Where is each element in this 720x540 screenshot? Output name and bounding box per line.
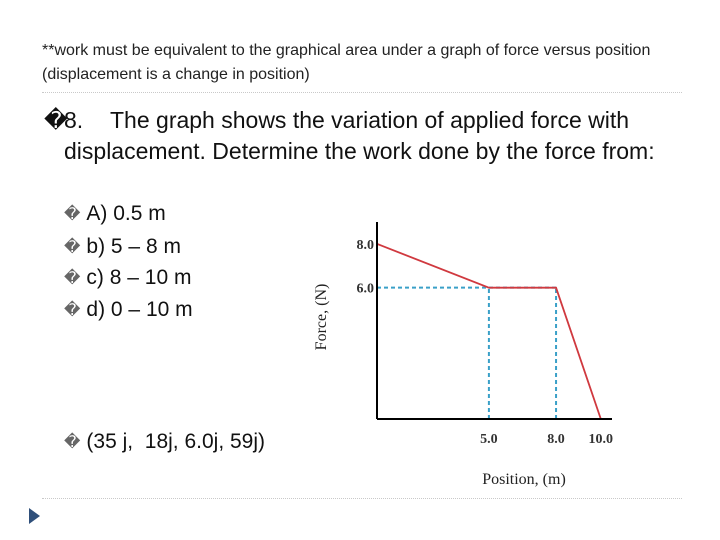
question-8	[44, 105, 684, 167]
sub-item-label: c) 8 – 10 m	[86, 266, 192, 289]
play-triangle-icon	[29, 508, 40, 524]
x-tick-label-1: 8.0	[547, 432, 565, 447]
bullet-icon: �	[64, 206, 81, 223]
y-tick-label-1: 6.0	[356, 281, 374, 297]
sub-item-a	[64, 200, 166, 230]
answer-key	[64, 428, 265, 458]
bullet-icon: �	[44, 107, 68, 133]
sub-item-label: d) 0 – 10 m	[86, 298, 193, 321]
bullet-icon: �	[64, 434, 81, 451]
question-number: 8.	[64, 107, 84, 133]
question-body	[44, 105, 684, 167]
bottom-divider	[42, 498, 682, 499]
bullet-icon: �	[64, 302, 81, 319]
top-divider	[42, 92, 682, 93]
data-point-0-1	[488, 287, 489, 288]
sub-item-b	[64, 233, 181, 263]
y-axis-label: Force, (N)	[313, 283, 330, 351]
data-point-0-2	[555, 287, 556, 288]
x-axis-label: Position, (m)	[482, 471, 566, 488]
definition-note: **work must be equivalent to the graphical area under a graph of force versus position (displacement is a change in position)	[42, 42, 651, 83]
sub-item-label: A) 0.5 m	[86, 202, 166, 225]
x-tick-label-0: 5.0	[480, 432, 498, 447]
answer-label: (35 j, 18j, 6.0j, 59j)	[86, 430, 265, 453]
bullet-icon: �	[64, 239, 81, 256]
sub-item-label: b) 5 – 8 m	[86, 235, 181, 258]
force-position-chart	[300, 200, 620, 490]
sub-item-d	[64, 296, 193, 326]
plot-area	[357, 222, 614, 447]
question-text: The graph shows the variation of applied force with displacement. Determine the work done by the force from:	[64, 107, 655, 164]
y-tick-label-0: 8.0	[356, 237, 374, 253]
sub-item-c	[64, 264, 191, 294]
x-tick-label-2: 10.0	[588, 432, 614, 447]
bullet-icon: �	[64, 270, 81, 287]
